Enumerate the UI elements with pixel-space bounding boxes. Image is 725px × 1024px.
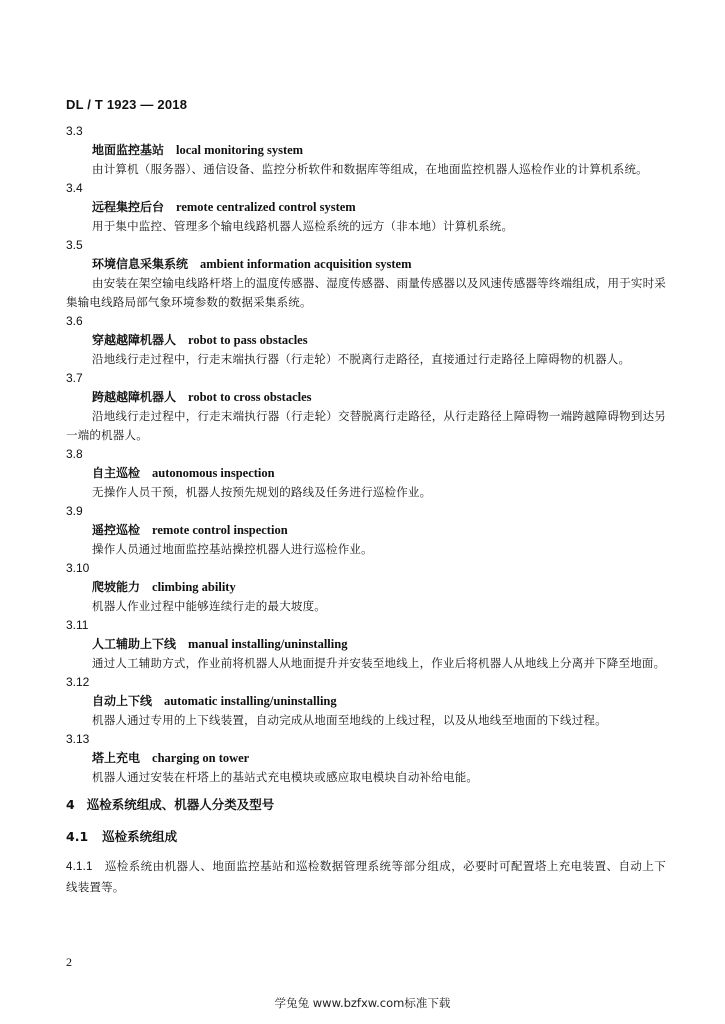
term-heading bbox=[66, 388, 666, 407]
terms-list bbox=[66, 122, 666, 787]
term-definition: 机器人通过专用的上下线装置，自动完成从地面至地线的上线过程，以及从地线至地面的下线过程。 bbox=[92, 713, 607, 727]
term-definition: 由安装在架空输电线路杆塔上的温度传感器、湿度传感器、雨量传感器以及风速传感器等终端组成，用于实时采集输电线路局部气象环境参数的数据采集系统。 bbox=[66, 276, 666, 309]
term-heading bbox=[66, 692, 666, 711]
term-chinese-name: 自动上下线 bbox=[92, 694, 153, 708]
term-chinese-name: 环境信息采集系统 bbox=[92, 257, 189, 271]
term-heading bbox=[66, 521, 666, 540]
term-definition: 通过人工辅助方式，作业前将机器人从地面提升并安装至地线上，作业后将机器人从地线上分离并下降至地面。 bbox=[92, 656, 666, 670]
term-number: 3.11 bbox=[66, 618, 89, 632]
clause-4-1-1-paragraph bbox=[66, 856, 666, 897]
term-english-name: autonomous inspection bbox=[152, 466, 275, 480]
term-chinese-name: 自主巡检 bbox=[92, 466, 141, 480]
term-number: 3.10 bbox=[66, 561, 90, 575]
term-english-name: climbing ability bbox=[152, 580, 236, 594]
clause-4-1-heading bbox=[66, 827, 666, 846]
term-number: 3.5 bbox=[66, 238, 83, 252]
term-english-name: robot to pass obstacles bbox=[188, 333, 308, 347]
term-english-name: automatic installing/uninstalling bbox=[164, 694, 337, 708]
clause-4-1-number: 4.1 bbox=[66, 829, 89, 844]
clause-4-1-title: 巡检系统组成 bbox=[102, 829, 178, 844]
term-heading bbox=[66, 141, 666, 160]
term-entry bbox=[66, 236, 666, 312]
term-chinese-name: 地面监控基站 bbox=[92, 143, 165, 157]
term-entry bbox=[66, 122, 666, 179]
term-definition: 无操作人员干预，机器人按预先规划的路线及任务进行巡检作业。 bbox=[92, 485, 432, 499]
term-entry bbox=[66, 616, 666, 673]
term-heading bbox=[66, 331, 666, 350]
term-entry bbox=[66, 445, 666, 502]
term-number: 3.9 bbox=[66, 504, 83, 518]
term-definition: 沿地线行走过程中，行走末端执行器（行走轮）不脱离行走路径，直接通过行走路径上障碍物的机器人。 bbox=[92, 352, 631, 366]
term-heading bbox=[66, 255, 666, 274]
term-chinese-name: 人工辅助上下线 bbox=[92, 637, 177, 651]
term-chinese-name: 远程集控后台 bbox=[92, 200, 165, 214]
term-entry bbox=[66, 179, 666, 236]
clause-4-title: 巡检系统组成、机器人分类及型号 bbox=[86, 797, 275, 812]
term-entry bbox=[66, 369, 666, 445]
clause-4-1-1-number: 4.1.1 bbox=[66, 861, 93, 873]
term-heading bbox=[66, 749, 666, 768]
term-chinese-name: 穿越越障机器人 bbox=[92, 333, 177, 347]
term-entry bbox=[66, 559, 666, 616]
term-entry bbox=[66, 312, 666, 369]
term-chinese-name: 爬坡能力 bbox=[92, 580, 141, 594]
term-heading bbox=[66, 578, 666, 597]
term-definition: 操作人员通过地面监控基站操控机器人进行巡检作业。 bbox=[92, 542, 373, 556]
term-english-name: remote centralized control system bbox=[176, 200, 356, 214]
term-number: 3.13 bbox=[66, 732, 90, 746]
term-entry bbox=[66, 730, 666, 787]
clause-4-1-1-text: 巡检系统由机器人、地面监控基站和巡检数据管理系统等部分组成，必要时可配置塔上充电装置、自动上下线装置等。 bbox=[66, 859, 666, 894]
term-english-name: charging on tower bbox=[152, 751, 250, 765]
footer-watermark-text: 学兔兔 www.bzfxw.com标准下载 bbox=[274, 996, 451, 1010]
term-english-name: local monitoring system bbox=[176, 143, 304, 157]
term-number: 3.6 bbox=[66, 314, 83, 328]
clause-4-number: 4 bbox=[66, 797, 75, 812]
term-english-name: ambient information acquisition system bbox=[200, 257, 412, 271]
term-english-name: remote control inspection bbox=[152, 523, 288, 537]
term-definition: 机器人作业过程中能够连续行走的最大坡度。 bbox=[92, 599, 326, 613]
term-number: 3.7 bbox=[66, 371, 83, 385]
term-number: 3.8 bbox=[66, 447, 83, 461]
term-chinese-name: 遥控巡检 bbox=[92, 523, 141, 537]
term-english-name: manual installing/uninstalling bbox=[188, 637, 348, 651]
page-number: 2 bbox=[66, 955, 72, 969]
term-heading bbox=[66, 198, 666, 217]
term-english-name: robot to cross obstacles bbox=[188, 390, 312, 404]
term-number: 3.4 bbox=[66, 181, 83, 195]
term-definition: 由计算机（服务器）、通信设备、监控分析软件和数据库等组成，在地面监控机器人巡检作业的计算机系统。 bbox=[92, 162, 648, 176]
term-chinese-name: 跨越越障机器人 bbox=[92, 390, 177, 404]
term-definition: 用于集中监控、管理多个输电线路机器人巡检系统的远方（非本地）计算机系统。 bbox=[92, 219, 514, 233]
term-definition: 机器人通过安装在杆塔上的基站式充电模块或感应取电模块自动补给电能。 bbox=[92, 770, 479, 784]
term-heading bbox=[66, 464, 666, 483]
term-chinese-name: 塔上充电 bbox=[92, 751, 141, 765]
document-body bbox=[66, 122, 666, 897]
term-entry bbox=[66, 673, 666, 730]
clause-4-heading bbox=[66, 795, 666, 814]
term-definition: 沿地线行走过程中，行走末端执行器（行走轮）交替脱离行走路径，从行走路径上障碍物一端跨越障碍物到达另一端的机器人。 bbox=[66, 409, 666, 442]
term-entry bbox=[66, 502, 666, 559]
term-number: 3.12 bbox=[66, 675, 90, 689]
term-heading bbox=[66, 635, 666, 654]
standard-number-header: DL / T 1923 — 2018 bbox=[66, 97, 188, 112]
term-number: 3.3 bbox=[66, 124, 83, 138]
